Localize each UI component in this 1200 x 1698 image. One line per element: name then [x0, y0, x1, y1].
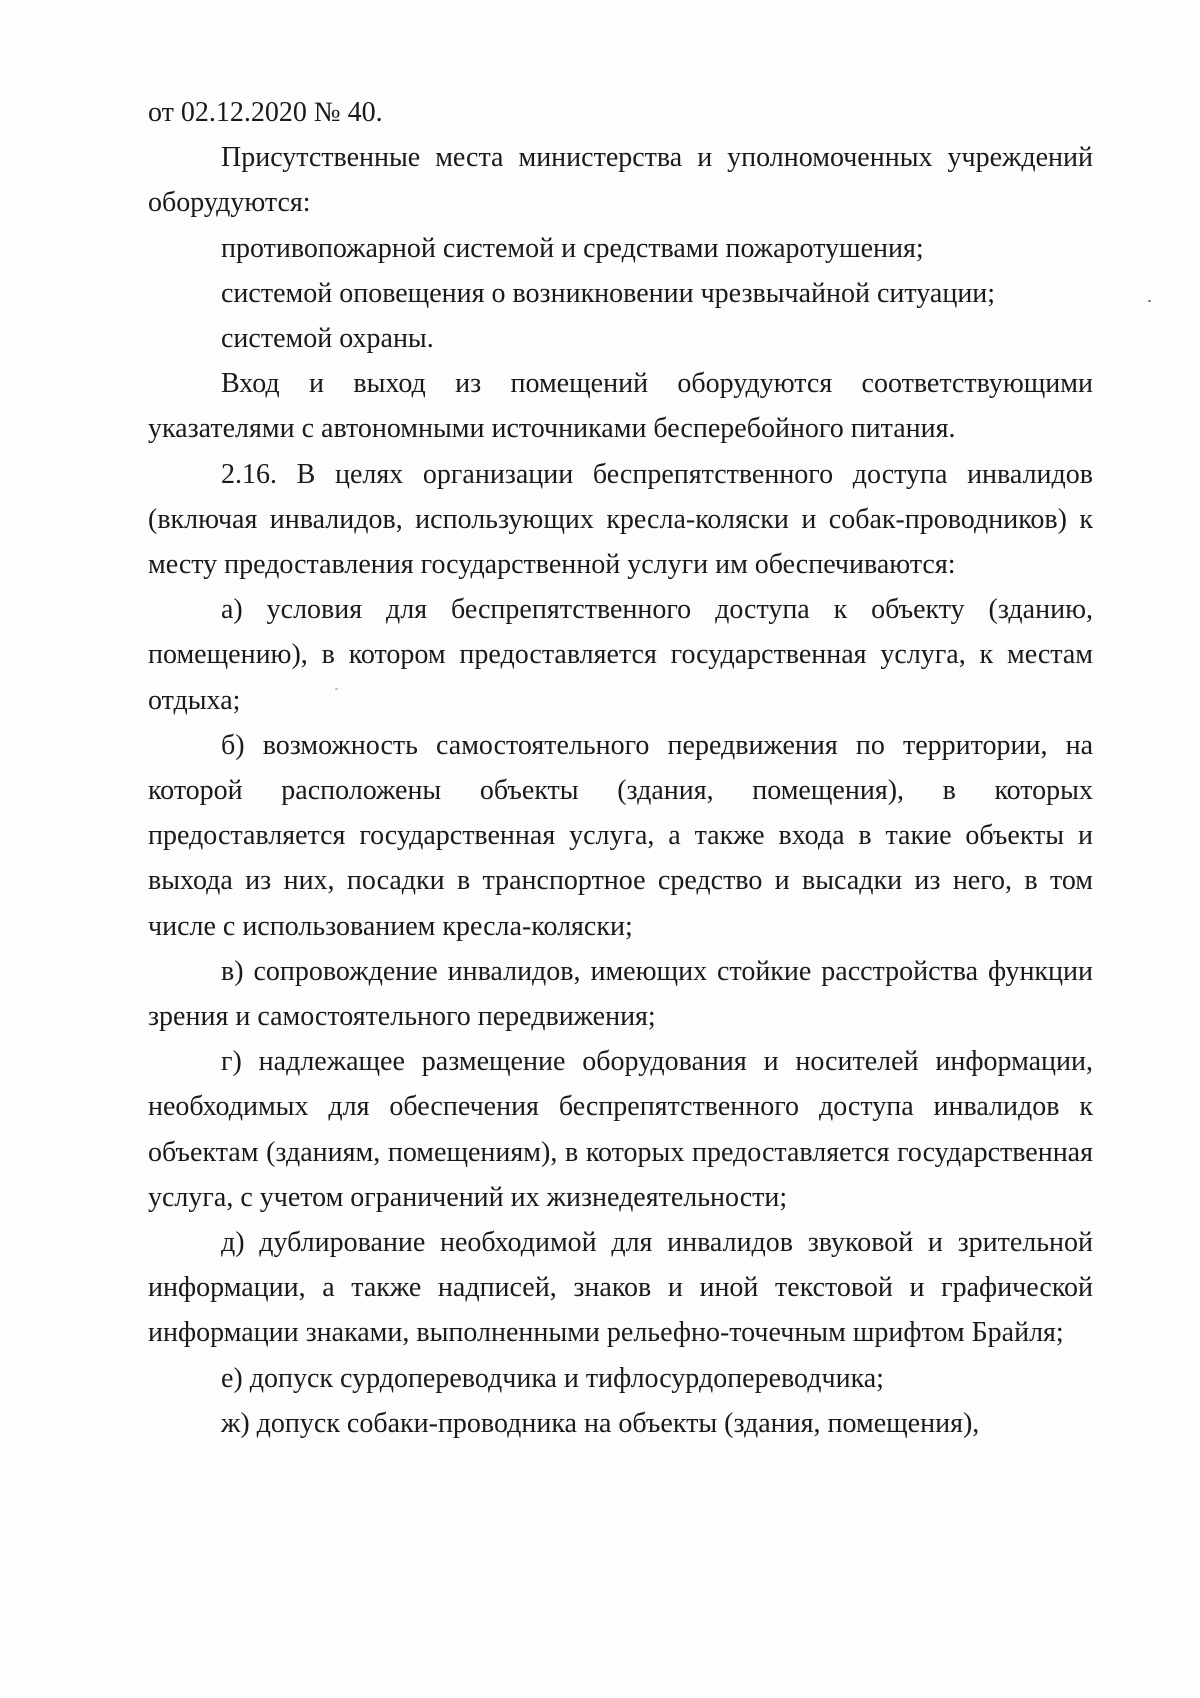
list-item-e: е) допуск сурдопереводчика и тифлосурдопереводчика; — [221, 1362, 884, 1394]
list-item-zh: ж) допуск собаки-проводника на объекты (здания, помещения), — [221, 1407, 980, 1439]
section-2-16: 2.16. В целях организации беспрепятственного доступа инвалидов (включая инвалидов, использующих кресла-коляски и собак-проводников) к месту предоставления государственной услуги им обеспечиваются: — [148, 458, 1093, 581]
list-item-g: г) надлежащее размещение оборудования и носителей информации, необходимых для обеспечения беспрепятственного доступа инвалидов к объектам (зданиям, помещениям), в которых предоставляется государственная услуга, с учетом ограничений их жизнедеятельности; — [148, 1046, 1093, 1213]
scan-artifact — [1148, 300, 1151, 302]
order-reference: от 02.12.2020 № 40. — [148, 97, 383, 128]
scan-artifact — [335, 688, 338, 690]
list-item-fire-system: противопожарной системой и средствами пожаротушения; — [221, 232, 924, 264]
paragraph-entrance-exit: Вход и выход из помещений оборудуются соответствующими указателями с автономными источниками бесперебойного питания. — [148, 368, 1093, 445]
list-item-security-system: системой охраны. — [221, 323, 434, 355]
list-item-d: д) дублирование необходимой для инвалидов звуковой и зрительной информации, а также надписей, знаков и иной текстовой и графической информации знаками, выполненными рельефно-точечным шрифтом Брайля; — [148, 1227, 1093, 1349]
document-body — [148, 90, 1093, 1446]
list-item-alert-system: системой оповещения о возникновении чрезвычайной ситуации; — [221, 277, 996, 309]
list-item-v: в) сопровождение инвалидов, имеющих стойкие расстройства функции зрения и самостоятельного передвижения; — [148, 955, 1093, 1033]
list-item-b: б) возможность самостоятельного передвижения по территории, на которой расположены объекты (здания, помещения), в которых предоставляется государственная услуга, а также входа в такие объекты и выхода из них, посадки в транспортное средство и высадки из него, в том числе с использованием кресла-коляски; — [148, 729, 1093, 942]
list-item-a: а) условия для беспрепятственного доступа к объекту (зданию, помещению), в котором предоставляется государственная услуга, к местам отдыха; — [148, 594, 1093, 716]
paragraph-premises-equipment: Присутственные места министерства и уполномоченных учреждений оборудуются: — [148, 142, 1093, 219]
